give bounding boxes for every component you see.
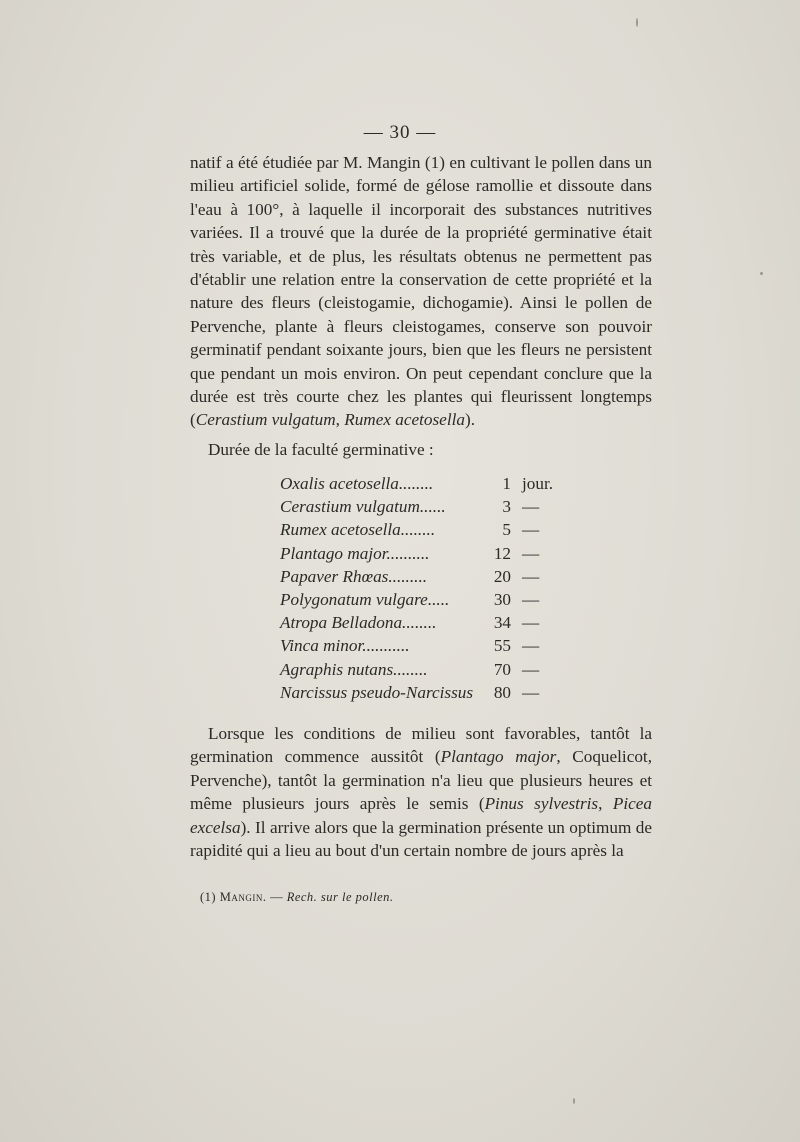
duration-days: 3 — [502, 497, 511, 517]
species-name: Plantago major — [440, 747, 557, 767]
plant-name: Cerastium vulgatum...... — [280, 497, 446, 517]
plant-name: Narcissus pseudo-Narcissus — [280, 682, 474, 702]
duration-row — [275, 658, 575, 681]
species-name: Rumex acetosella — [344, 410, 465, 430]
page-number: — 30 — — [363, 122, 437, 143]
duration-row — [275, 565, 575, 588]
duration-unit: jour. — [522, 474, 554, 493]
duration-days: 30 — [493, 589, 511, 609]
duration-unit: — — [522, 497, 540, 517]
plant-name: Atropa Belladona........ — [280, 613, 437, 633]
duration-days: 5 — [502, 520, 511, 540]
duration-days: 55 — [493, 636, 511, 656]
duration-unit: — — [522, 520, 540, 540]
text-run: , Coquelicot, Pervenche), tantôt la germination n'a lieu que plusieurs heures et même plusieurs jours après le semis ( — [190, 747, 652, 814]
plant-name: Plantago major.......... — [280, 543, 430, 563]
duration-days: 20 — [493, 566, 511, 586]
species-name: Cerastium vulgatum — [195, 410, 336, 430]
text-run: , — [598, 794, 613, 814]
duration-row — [275, 518, 575, 541]
paper-speck — [573, 1098, 575, 1104]
paper-speck — [760, 272, 763, 275]
duration-unit: — — [522, 543, 540, 563]
text-run: ). — [464, 410, 475, 430]
duration-days: 70 — [493, 659, 511, 679]
footnote-dash: — — [270, 890, 284, 904]
species-name: Picea excelsa — [190, 794, 652, 837]
germination-duration-list — [275, 472, 575, 704]
duration-row — [275, 472, 575, 495]
plant-name: Oxalis acetosella........ — [280, 474, 434, 493]
duration-unit: — — [522, 682, 540, 702]
text-run: ). Il arrive alors que la germination présente un optimum de rapidité qui a lieu au bout d'un certain nombre de jours après la — [190, 817, 652, 861]
paper-speck — [636, 18, 638, 27]
duration-row — [275, 634, 575, 657]
footnote-author: Mangin. — [219, 890, 267, 904]
duration-unit: — — [522, 659, 540, 679]
plant-name: Papaver Rhœas......... — [280, 566, 428, 586]
footnote-title: Rech. sur le pollen. — [286, 890, 394, 904]
duration-row — [275, 611, 575, 634]
duration-unit: — — [522, 589, 540, 609]
paragraph-1 — [190, 151, 652, 432]
duration-days: 34 — [493, 613, 511, 633]
text-run: Lorsque les conditions de milieu sont favorables, tantôt la germination commence aussitôt ( — [190, 724, 652, 767]
duration-row — [275, 681, 575, 704]
duration-days: 80 — [493, 682, 511, 702]
duration-days: 1 — [502, 474, 511, 493]
duration-unit: — — [522, 613, 540, 633]
plant-name: Polygonatum vulgare..... — [280, 589, 450, 609]
species-name: Pinus sylvestris — [484, 794, 599, 814]
duration-unit: — — [522, 636, 540, 656]
duration-row — [275, 495, 575, 518]
footnote-marker: (1) — [200, 890, 217, 904]
duration-days: 12 — [493, 543, 511, 563]
table-heading: Durée de la faculté germinative : — [208, 440, 434, 459]
footnote — [200, 890, 394, 905]
plant-name: Rumex acetosella........ — [280, 520, 436, 540]
text-run: , — [335, 410, 345, 430]
duration-row — [275, 542, 575, 565]
duration-row — [275, 588, 575, 611]
duration-unit: — — [522, 566, 540, 586]
text-run: natif a été étudiée par M. Mangin (1) en cultivant le pollen dans un milieu artificiel solide, formé de gélose ramollie et dissoute dans l'eau à 100°, à laquelle il incorporait des substances nutritives variées. Il a trouvé que la durée de la propriété germinative était très variable, et de plus, les résultats obtenus ne permettent pas d'établir une relation entre la conservation de cette propriété et la nature des fleurs (cleistogamie, dichogamie). Ainsi le pollen de Pervenche, plante à fleurs cleistogames, conserve son pouvoir germinatif pendant soixante jours, bien que les fleurs ne persistent que pendant un mois environ. On peut cependant conclure que la durée est très courte chez les plantes qui fleurissent longtemps ( — [190, 153, 652, 430]
plant-name: Agraphis nutans........ — [280, 659, 428, 679]
plant-name: Vinca minor........... — [280, 636, 410, 656]
paragraph-2 — [190, 722, 652, 862]
